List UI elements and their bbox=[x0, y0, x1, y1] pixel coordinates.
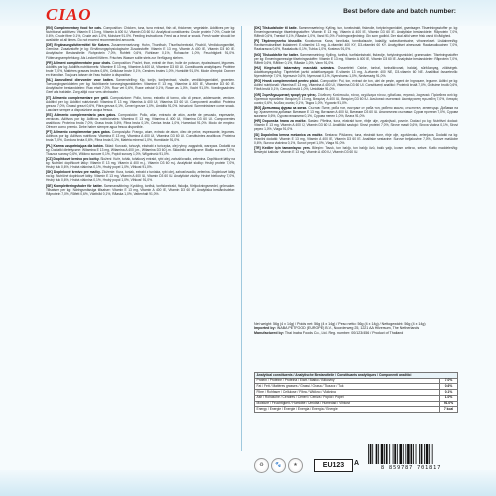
ingredient-paragraph bbox=[46, 130, 235, 142]
barcode-bar bbox=[397, 444, 398, 464]
barcode-bar bbox=[416, 444, 417, 464]
paragraph-heading: [SE] Kompletteringsfoder för katter. bbox=[46, 183, 103, 188]
paragraph-heading: [IT] Alimento complementare per gatti. bbox=[46, 95, 109, 100]
paragraph-body: Състав: Пиле, риба тон, екстракт от риба тон, рибено масло, сгъстител, зеленчуци. Добавки на kg: Хранителни добавки: Витамин E 13 mg, Витамин A 400 IU, Витамин D3 60 IU. Аналитични съставки: Суров протеин 7,0%, Сурови мазнини 0,6%, Сурови влакнини 0,1%, Сурова пепел 1,0%, Влага 91,0%. bbox=[254, 105, 458, 119]
ingredient-paragraph bbox=[254, 79, 458, 91]
best-before-label: Best before date and batch number: bbox=[343, 8, 456, 15]
ingredient-paragraph bbox=[254, 53, 458, 65]
ingredient-paragraph bbox=[254, 26, 458, 38]
paragraph-body: Složení: Kuře, tuňák, tuňákový extrakt, rybí olej, zahušťovadlo, zelenina. Doplňkové látky na kg: Nutriční doplňkové látky: Vitamín E 13 mg, Vitamín A 400 m.j., Vitamín D3 60 m.j. Analytické složky: Hrubý protein 7,0%, Hrubý tuk 0,6%, Hrubá vláknina 0,1%, Hrubý popel 1,0%, Vlhkost 91,0%. bbox=[46, 156, 235, 169]
paragraph-body: Sammansättning: Kyckling, tonfisk, tonfiskextrakt, fiskolja, förtjockningsmedel, grönsaker. Tillsatser per kg: Näringsmässiga tillsatser: Vitamin E 13 mg, Vitamin A 400 IE, Vitamin D3 60 IE. Analytiska beståndsdelar: Råprotein 7,0%, Råfett 0,6%, Växttråd 0,1%, Råaska 1,0%, Vattenhalt 91,0%. bbox=[46, 183, 236, 196]
paragraph-heading: [NO] Tilskuddsfôr for katter. bbox=[254, 52, 299, 57]
paragraph-body: Sammensetning: Kylling, tunfisk, tunfiskekstrakt, fiskeolje, fortykningsmiddel, grønnsaker. Tilsetningsstoffer per kg: Ernæringsmessige tilsetningsstoffer: Vitamin E 13 mg, Vitamin A 400 IE, Vitamin D3 60 IE. Analytiske bestanddeler: Råprotein 7,0%, Råfett 0,6%, Råfiber 0,1%, Råaske 1,0%, Vann 91,0%. bbox=[254, 52, 458, 65]
barcode-bar bbox=[432, 444, 433, 464]
paragraph-heading: [FR] Aliment complémentaire pour chats. bbox=[46, 60, 111, 65]
recycle-icon: ♻ bbox=[254, 458, 269, 473]
ingredient-paragraph bbox=[46, 184, 235, 196]
barcode-bar bbox=[372, 444, 373, 464]
paragraph-body: Bileşim: Tavuk, ton balığı, ton balığı özü, balık yağı, kıvam arttırıcı, sebze. Katkı maddeleri/kg: Besleyici katkılar: Vitamin E 13 mg, Vitamin A 400 IU, Vitamin D3 60 IU. bbox=[254, 145, 458, 154]
importer-label: Imported by: bbox=[254, 326, 276, 331]
nutrient-label: Energy / Energie / Énergie / Energia / Energía / Energie bbox=[255, 407, 440, 413]
paragraph-body: Composição: Frango, atum, extrato de atum, óleo de peixe, espessante, legumes. Aditivos por kg: Aditivos nutritivos: Vitamina E 13 mg, Vitamina A 400 UI, Vitamina D3 60 UI. Constituintes analíticos: Proteína bruta 7,0%, Gordura bruta 0,6%, Fibra bruta 0,1%, Matéria mineral 1,0%, Humidade 91,0%. bbox=[46, 130, 235, 143]
paragraph-heading: [HU] Kiegészítő takarmány macskák számára. bbox=[254, 65, 335, 70]
manufacturer-info bbox=[254, 322, 458, 335]
paragraph-heading: [SK] Doplnkové krmivo pre mačky. bbox=[46, 170, 101, 175]
barcode-bar bbox=[386, 444, 388, 464]
paragraph-body: Composición: Pollo, atún, extracto de atún, aceite de pescado, espesante, verduras. Aditivos por kg: Aditivos nutricionales: Vitamina E 13 mg, Vitamina A 400 UI, Vitamina D3 60 UI. Componentes analíticos: Proteína bruta 7,0%, Grasa bruta 0,6%, Fibra bruta 0,1%, Ceniza bruta 1,0%, Humedad 91,0%. Modo de empleo: Ofrecer como premio. Debe haber siempre agua fresca disponible. bbox=[46, 112, 235, 130]
ingredient-paragraph bbox=[254, 133, 458, 145]
paragraph-body: Zloženie: Kura, tuniak, extrakt z tuniaka, rybí olej, zahusťovadlo, zelenina. Doplnkové látky na kg: Nutričné doplnkové látky: Vitamín E 13 mg, Vitamín A 400 IU, Vitamín D3 60 IU. Analytické zložky: Hrubé bielkoviny 7,0%, Hrubý tuk 0,6%, Hrubá vláknina 0,1%, Hrubý popol 1,0%, Vlhkosť 91,0%. bbox=[46, 170, 235, 183]
barcode-bar bbox=[370, 444, 372, 464]
ingredient-paragraph bbox=[46, 144, 235, 156]
barcode-bar bbox=[378, 444, 379, 464]
barcode-bar bbox=[399, 444, 402, 464]
paragraph-heading: [GR] Συμπληρωματική τροφή για γάτες. bbox=[254, 92, 317, 97]
net-weight-line: Net weight: 56g (4 x 14g) / Poids net: 56g (4 x 14g) / Peso netto: 56g (4 x 14g) / Nettogewicht: 56g (4 x 14g) bbox=[254, 322, 426, 326]
manufacturer-label: Manufactured by: bbox=[254, 330, 284, 335]
importer-text: INABA PETFOOD (EUROPE) B.V., Noorderweg 25, 1221 AA Hilversum, The Netherlands bbox=[276, 326, 420, 331]
barcode-bar bbox=[368, 444, 369, 464]
barcode-number: 8 859787 701817 bbox=[380, 465, 442, 471]
paragraph-body: Zusammensetzung: Huhn, Thunfisch, Thunfischextrakt, Fischöl, Verdickungsmittel, Gemüse. Zusatzstoffe je kg: Ernährungsphysiologische Zusatzstoffe: Vitamin E 13 mg, Vitamin A 400 IE, Vitamin D3 60 IE. Analytische Bestandteile: Rohprotein 7,0%, Rohfett 0,6%, Rohfaser 0,1%, Rohasche 1,0%, Feuchtigkeit 91,0%. Fütterungsempfehlung: Als Leckerli füttern. Frisches Wasser sollte stets zur Verfügung stehen. bbox=[46, 43, 236, 60]
paragraph-heading: [HR] Dopunska hrana za mačke. bbox=[254, 119, 307, 124]
nutrition-table bbox=[254, 372, 458, 413]
paragraph-body: Samenstelling: Kip, tonijn, tonijnextract, visolie, verdikkingsmiddel, groenten. Toevoegingsmiddelen per kg: Nutritionele toevoegingsmiddelen: Vitamine E 13 mg, Vitamine A 400 IE, Vitamine D3 60 IE. Analytische bestanddelen: Ruw eiwit 7,0%, Ruw vet 0,6%, Ruwe celstof 0,1%, Ruwe as 1,0%, Vocht 91,0%. Voedingsadvies: Geef als traktatie. Zorg altijd voor vers drinkwater. bbox=[46, 78, 235, 95]
paragraph-body: Composition: Chicken, tuna, tuna extract, fish oil, thickener, vegetable. Additives per kg: Nutritional additives: Vitamin E 13 mg, Vitamin A 400 IU, Vitamin D3 60 IU. Analytical constituents: Crude protein 7.0%, Crude fat 0.6%, Crude fibre 0.1%, Crude ash 1.0%, Moisture 91.0%. Feeding instructions: Feed as a treat or snack. Fresh water should be available at all times. Do not exceed recommended amounts. bbox=[46, 26, 236, 43]
barcode-bar bbox=[381, 444, 384, 464]
paragraph-body: Σύνθεση: Κοτόπουλο, τόνος, εκχύλισμα τόνου, ιχθυέλαιο, πηκτικό, λαχανικά. Πρόσθετα ανά kg: Θρεπτικά πρόσθετα: Βιταμίνη E 13 mg, Βιταμίνη A 400 IU, Βιταμίνη D3 60 IU. Αναλυτικά συστατικά: Ακατέργαστη πρωτεΐνη 7,0%, Λιπαρές ουσίες 0,6%, Ινώδεις ουσίες 0,1%, Τέφρα 1,0%, Υγρασία 91,0%. bbox=[254, 92, 458, 105]
ingredient-paragraph bbox=[254, 146, 458, 154]
nutrient-value: 0.1% bbox=[440, 390, 458, 396]
nutrient-label: Protein / Protéine / Proteína / Eiwit / Białko / Bílkoviny bbox=[255, 378, 440, 384]
ingredient-paragraph bbox=[254, 93, 458, 105]
paragraph-heading: [RO] Hrană complementară pentru pisici. bbox=[254, 79, 320, 84]
barcode-bar bbox=[394, 444, 396, 464]
paragraph-heading: [ES] Alimento complementario para gatos. bbox=[46, 112, 117, 117]
paragraph-body: Compoziție: Pui, ton, extract de ton, ulei de pește, agent de îngroșare, legume. Aditivi pe kg: Aditivi nutriționali: Vitamina E 13 mg, Vitamina A 400 UI, Vitamina D3 60 UI. Constituenți analitici: Proteină brută 7,0%, Grăsime brută 0,6%, Fibră brută 0,1%, Cenușă brută 1,0%, Umiditate 91,0%. bbox=[254, 79, 458, 92]
label-footer bbox=[254, 458, 458, 474]
paragraph-heading: [EN] Complementary food for cats. bbox=[46, 26, 102, 30]
barcode-bar bbox=[421, 444, 423, 464]
paragraph-heading: [DE] Ergänzungsfuttermittel für Katzen. bbox=[46, 43, 110, 48]
barcode-bar bbox=[407, 444, 410, 464]
ingredient-paragraph bbox=[46, 157, 235, 169]
ingredients-column-left bbox=[46, 26, 242, 451]
paragraph-heading: [FI] Täydennysrehu kissoille. bbox=[254, 39, 303, 44]
paragraph-heading: [NL] Aanvullend diervoeder voor katten. bbox=[46, 78, 114, 83]
nutrient-label: Ash / Rohasche / Cendres / Ceneri / Ceniza / Popiół / Popel bbox=[255, 395, 440, 401]
lot-code: EU123 bbox=[314, 459, 353, 472]
barcode-bar bbox=[393, 444, 394, 464]
ingredient-paragraph bbox=[46, 78, 235, 94]
paragraph-heading: [CZ] Doplňkové krmivo pro kočky. bbox=[46, 156, 100, 161]
paragraph-heading: [PT] Alimento complementar para gatos. bbox=[46, 130, 111, 135]
paragraph-body: Composition: Poulet, thon, extrait de thon, huile de poisson, épaississant, légumes. Additifs par kg: Additifs nutritionnels: Vitamine E 13 mg, Vitamine A 400 UI, Vitamine D3 60 UI. Constituants analytiques: Protéine brute 7,0%, Matières grasses brutes 0,6%, Cellulose brute 0,1%, Cendres brutes 1,0%, Humidité 91,0%. Mode d'emploi: Donner en friandise. Toujours laisser de l'eau fraîche à disposition. bbox=[46, 60, 235, 77]
barcode-bar bbox=[405, 444, 406, 464]
paragraph-heading: [PL] Karma uzupełniająca dla kotów. bbox=[46, 143, 104, 148]
ingredient-paragraph bbox=[254, 39, 458, 51]
paragraph-body: Összetétel: Csirke, tonhal, tonhalkivonat, halolaj, sűrítőanyag, zöldségek. Adalékanyagok/kg: Tápértéket javító adalékanyagok: E-vitamin 13 mg, A-vitamin 400 NE, D3-vitamin 60 NE. Analitikai összetevők: Nyersfehérje 7,0%, Nyerszsír 0,6%, Nyersrost 0,1%, Nyershamu 1,0%, Nedvesség 91,0%. bbox=[254, 65, 458, 79]
ingredient-paragraph bbox=[46, 43, 235, 59]
barcode-bar bbox=[429, 444, 430, 464]
ingredient-paragraph bbox=[254, 119, 458, 131]
nutrient-value: 7 kcal bbox=[440, 407, 458, 413]
paragraph-body: Koostumus: Kana, tonnikala, tonnikalauute, kalaöljy, sakeuttamisaine, vihannekset. Lisäaineet/kg: Ravitsemukselliset lisäaineet: E-vitamiini 13 mg, A-vitamiini 400 KY, D3-vitamiini 60 KY. Analyyttiset ainesosat: Raakavalkuainen 7,0%, Raakarasva 0,6%, Raakakuitu 0,1%, Tuhka 1,0%, Kosteus 91,0%. bbox=[254, 39, 458, 52]
nutrient-value: 7.0% bbox=[440, 378, 458, 384]
nutrition-table-header-cell: Analytical constituents / Analytische Bestandteile / Constituants analytiques / Componenti analitici bbox=[255, 373, 458, 379]
nutrient-label: Fibre / Rohfaser / Cellulose / Fibra / Włókno / Vláknina bbox=[255, 390, 440, 396]
cat-icon: 🐾 bbox=[271, 458, 286, 473]
ingredients-column-right bbox=[254, 26, 458, 320]
ingredient-paragraph bbox=[46, 96, 235, 112]
barcode-bar bbox=[384, 444, 385, 464]
table-row bbox=[255, 407, 458, 413]
barcode-bar bbox=[424, 444, 425, 464]
paragraph-body: Sammensætning: Kylling, tun, tunekstrakt, fiskeolie, fortykningsmiddel, grøntsager. Tilsætningsstoffer pr. kg: Ernæringsmæssige tilsætningsstoffer: Vitamin E 13 mg, Vitamin A 400 IE, Vitamin D3 60 IE. Analytiske bestanddele: Råprotein 7,0%, Råfedt 0,6%, Træstof 0,1%, Råaske 1,0%, Vand 91,0%. Fodringsvejledning: Giv som godbid. Der skal altid være frisk vand til rådighed. bbox=[254, 26, 458, 39]
ingredient-paragraph bbox=[46, 170, 235, 182]
paragraph-heading: [DK] Tilskudsfoder til katte. bbox=[254, 26, 298, 30]
nutrient-value: 1.0% bbox=[440, 395, 458, 401]
barcode-bar bbox=[376, 444, 378, 464]
nutrient-label: Fat / Fett / Matières grasses / Grassi / Grasa / Tłuszcz / Tuk bbox=[255, 384, 440, 390]
paragraph-body: Skład: Kurczak, tuńczyk, ekstrakt z tuńczyka, olej rybny, zagęstnik, warzywa. Dodatki na kg: Dodatki dietetyczne: Witamina E 13 mg, Witamina A 400 j.m., Witamina D3 60 j.m. Składniki analityczne: Białko surowe 7,0%, Tłuszcz surowy 0,6%, Włókno surowe 0,1%, Popiół surowy 1,0%, Wilgotność 91,0%. bbox=[46, 143, 235, 156]
ingredient-paragraph bbox=[254, 106, 458, 118]
nutrient-value: 91.0% bbox=[440, 401, 458, 407]
paragraph-heading: [BG] Допълващ фураж за котки. bbox=[254, 105, 308, 110]
ingredient-paragraph bbox=[46, 26, 235, 42]
ingredient-paragraph bbox=[46, 61, 235, 77]
barcode-bar bbox=[403, 444, 404, 464]
barcode-bar bbox=[426, 444, 429, 464]
paragraph-body: Sastav: Piletina, tuna, ekstrakt tune, riblje ulje, zgušnjivač, povrće. Dodaci po kg: Nutritivni dodaci: Vitamin E 13 mg, Vitamin A 400 IJ, Vitamin D3 60 IJ. Analitički sastojci: Sirovi proteini 7,0%, Sirove masti 0,6%, Sirova vlakna 0,1%, Sirovi pepeo 1,0%, Vlaga 91,0%. bbox=[254, 119, 458, 132]
brand-logo: CIAO bbox=[46, 5, 92, 24]
paragraph-body: Composizione: Pollo, tonno, estratto di tonno, olio di pesce, addensante, verdure. Additivi per kg: Additivi nutrizionali: Vitamina E 13 mg, Vitamina A 400 UI, Vitamina D3 60 UI. Componenti analitici: Proteina grezza 7,0%, Grassi grezzi 0,6%, Fibra grezza 0,1%, Ceneri grezze 1,0%, Umidità 91,0%. Istruzioni: Somministrare come snack. Lasciare sempre a disposizione acqua fresca. bbox=[46, 95, 235, 112]
barcode-bar bbox=[419, 444, 420, 464]
barcode-bar bbox=[411, 444, 413, 464]
paragraph-heading: [SI] Dopolnilna krmna mešanica za mačke. bbox=[254, 132, 324, 137]
inaba-seal-icon: ★ bbox=[288, 458, 303, 473]
barcode-bar bbox=[389, 444, 390, 464]
nutrient-value: 0.6% bbox=[440, 384, 458, 390]
lot-suffix: A bbox=[354, 460, 360, 467]
manufacturer-text: Thai Inaba Foods Co., Ltd. Reg. number: 00/123/456 / Product of Thailand bbox=[284, 330, 404, 335]
nutrient-label: Moisture / Feuchtigkeit / Humidité / Umidità / Humedad / Vlhkost bbox=[255, 401, 440, 407]
manufacturer-line bbox=[254, 331, 458, 335]
ingredient-paragraph bbox=[254, 66, 458, 78]
ingredient-paragraph bbox=[46, 113, 235, 129]
paragraph-heading: [TR] Kediler için tamamlayıcı yem. bbox=[254, 145, 311, 150]
barcode bbox=[366, 444, 456, 466]
paragraph-body: Sestava: Piščanec, tuna, ekstrakt tune, ribje olje, zgoščevalo, zelenjava. Dodatki na kg: Hranilni dodatki: Vitamin E 13 mg, Vitamin A 400 IE, Vitamin D3 60 IE. Analitske sestavine: Surove beljakovine 7,0%, Surove maščobe 0,6%, Surova vlaknina 0,1%, Surovi pepel 1,0%, Vlaga 91,0%. bbox=[254, 132, 458, 145]
barcode-bar bbox=[413, 444, 414, 464]
